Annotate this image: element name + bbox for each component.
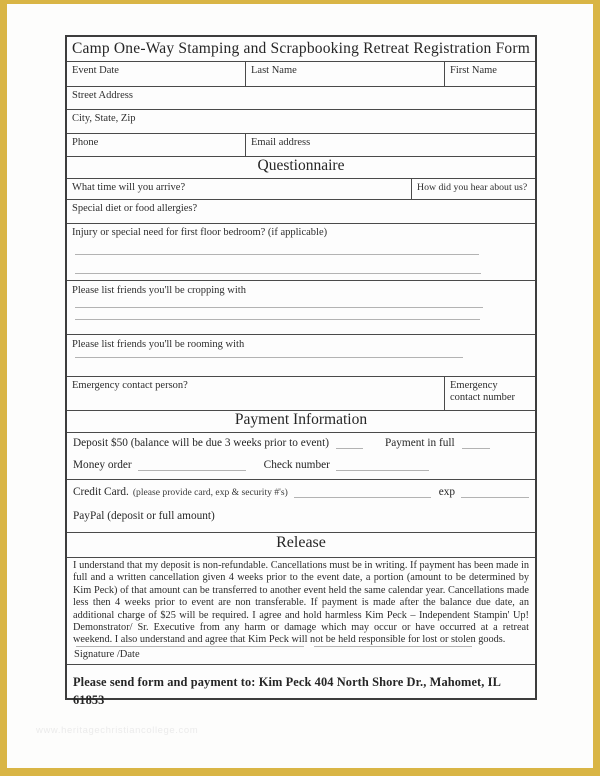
injury-label: Injury or special need for first floor bedroom? (if applicable) [72, 227, 328, 238]
emergency-row [67, 377, 535, 411]
release-row [67, 558, 535, 665]
money-order-label: Money order [73, 459, 132, 471]
phone-email-row [67, 134, 535, 157]
last-name-field[interactable] [246, 62, 445, 86]
arrival-time-label: What time will you arrive? [72, 182, 186, 193]
paypal-label: PayPal (deposit or full amount) [73, 510, 215, 522]
questionnaire-heading: Questionnaire [257, 157, 345, 174]
city-state-zip-field[interactable] [67, 110, 535, 134]
rooming-friends-label: Please list friends you'll be rooming with [72, 339, 245, 350]
phone-label: Phone [72, 137, 99, 148]
send-to-text: Please send form and payment to: Kim Peck 404 North Shore Dr., Mahomet, IL 61853 [73, 675, 501, 707]
deposit-label: Deposit $50 (balance will be due 3 weeks prior to event) [73, 437, 329, 449]
credit-card-row [67, 480, 535, 533]
arrival-time-field[interactable] [67, 179, 412, 199]
diet-label: Special diet or food allergies? [72, 203, 198, 214]
event-date-label: Event Date [72, 65, 119, 76]
hear-about-label: How did you hear about us? [417, 182, 528, 193]
event-date-field[interactable] [67, 62, 246, 86]
credit-card-note: (please provide card, exp & security #'s) [132, 487, 288, 498]
hear-about-field[interactable] [412, 179, 535, 199]
email-label: Email address [251, 137, 311, 148]
phone-field[interactable] [67, 134, 246, 156]
injury-writein-line-1[interactable] [75, 254, 479, 255]
cropping-writein-line-1[interactable] [75, 307, 483, 308]
diet-field[interactable] [67, 200, 535, 224]
emergency-person-label: Emergency contact person? [72, 380, 188, 391]
injury-field[interactable] [67, 224, 535, 281]
release-heading: Release [276, 534, 326, 551]
release-text: I understand that my deposit is non-refundable. Cancellations must be in writing. If payment has been made in full and a written cancellation given 4 weeks prior to the event date, a portion (amount to be determined by Kim Peck) of that amount can be transferred to another event held the same calendar year. Cancellations made less then 4 weeks prior to event are non transferable. If payment is made after the balance due date, an additional charge of $25 will be required. I agree and hold harmless Kim Peck – Independent Stampin' Up! Demonstrator/ Sr. Executive from any harm or damage which may occur or have occurred at a retreat weekend. I also understand and agree that Kim Peck will not be held responsible for lost or stolen goods. [73, 560, 529, 646]
check-number-writein[interactable] [336, 460, 429, 471]
emergency-number-field[interactable] [445, 377, 535, 410]
emergency-person-field[interactable] [67, 377, 445, 410]
payment-heading: Payment Information [234, 411, 368, 428]
date-line[interactable] [314, 646, 472, 647]
last-name-label: Last Name [251, 65, 297, 76]
cropping-friends-label: Please list friends you'll be cropping with [72, 285, 246, 296]
street-address-label: Street Address [72, 90, 133, 101]
send-to-row [67, 665, 535, 707]
name-row [67, 62, 535, 87]
email-field[interactable] [246, 134, 535, 156]
cropping-friends-field[interactable] [67, 281, 535, 335]
arrival-row [67, 179, 535, 200]
site-watermark: www.heritagechristiancollege.com [36, 725, 199, 736]
signature-date-label: Signature /Date [74, 649, 140, 660]
release-heading-row [67, 533, 535, 558]
exp-writein[interactable] [461, 487, 529, 498]
deposit-checkline[interactable] [336, 438, 363, 449]
payment-full-label: Payment in full [384, 437, 455, 449]
questionnaire-heading-row [67, 157, 535, 179]
signature-line[interactable] [76, 646, 304, 647]
first-name-field[interactable] [445, 62, 535, 86]
deposit-row [67, 433, 535, 480]
credit-card-writein[interactable] [294, 487, 431, 498]
payment-full-checkline[interactable] [462, 438, 490, 449]
form-title: Camp One-Way Stamping and Scrapbooking Retreat Registration Form [72, 40, 530, 57]
exp-label: exp [438, 486, 455, 498]
payment-heading-row [67, 411, 535, 433]
first-name-label: First Name [450, 65, 497, 76]
rooming-friends-field[interactable] [67, 335, 535, 377]
registration-form [65, 35, 537, 707]
emergency-number-label: Emergency contact number [450, 380, 516, 403]
street-address-field[interactable] [67, 87, 535, 110]
rooming-writein-line[interactable] [75, 357, 463, 358]
form-title-row [67, 37, 535, 62]
check-number-label: Check number [263, 459, 330, 471]
city-state-zip-label: City, State, Zip [72, 113, 136, 124]
credit-card-label: Credit Card. [73, 486, 129, 498]
money-order-writein[interactable] [138, 460, 246, 471]
cropping-writein-line-2[interactable] [75, 319, 480, 320]
injury-writein-line-2[interactable] [75, 273, 481, 274]
